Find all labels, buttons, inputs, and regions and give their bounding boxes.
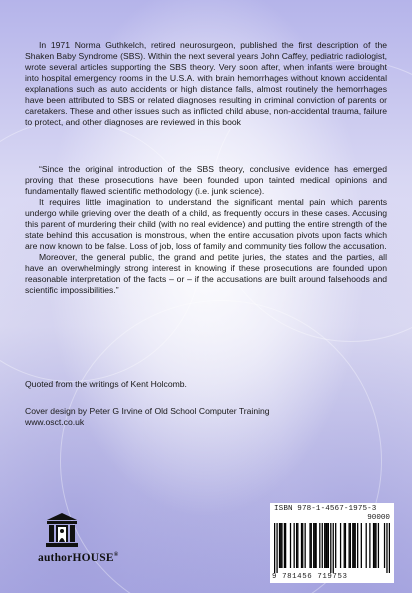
barcode-bar xyxy=(353,523,354,568)
isbn-number: ISBN 978-1-4567-1975-3 xyxy=(274,505,377,513)
barcode-bar xyxy=(335,523,336,568)
barcode-bar xyxy=(386,523,387,573)
barcode-bar xyxy=(313,523,314,568)
barcode-bar xyxy=(285,523,286,568)
price-code: 90000 xyxy=(367,514,390,522)
barcode-digits: 9 781456 719753 xyxy=(272,573,348,581)
barcode-bar xyxy=(322,523,323,568)
quote-paragraph-3: Moreover, the general public, the grand and petite juries, the states and the parties, all have an overwhelmingly strong interest in knowing if these prosecutions are founded upon reasonable interpretation of the facts – or – if the accusations are built around falsehoods and scientific impossibilities.” xyxy=(25,252,387,295)
publisher-name-upper: HOUSE xyxy=(72,552,114,564)
barcode-bar xyxy=(309,523,310,568)
description-paragraph xyxy=(25,40,387,128)
barcode-bar xyxy=(290,523,291,568)
barcode-bar xyxy=(302,523,303,568)
publisher-logo xyxy=(38,512,118,572)
barcode-bar xyxy=(314,523,315,568)
quote-credit: Quoted from the writings of Kent Holcomb. xyxy=(25,379,187,389)
barcode-bar xyxy=(280,523,281,568)
barcode-bar xyxy=(319,523,320,568)
barcode-bar xyxy=(375,523,376,568)
barcode-bar xyxy=(389,523,390,573)
barcode-bar xyxy=(357,523,358,568)
description-text: In 1971 Norma Guthkelch, retired neurosurgeon, published the first description of the Shaken Baby Syndrome (SBS). Within the next several years John Caffey, pediatric radiologist, wrote several articles supporting the SBS theory. Very soon after, when infants were brought into hospital emergency rooms in the U.S.A. with brain hemorrhages without known accidental explanations such as auto accidents or high distance falls, almost routinely the hemorrhages have been attributed to SBS or related diagnoses resulting in criminal conviction of parents or caretakers. These and other issues such as inflicted child abuse, non-accidental trauma, failure to protect, and other diagnoses are reviewed in this book xyxy=(25,40,387,127)
barcode-bar xyxy=(274,523,275,573)
barcode-bar xyxy=(316,523,317,568)
publisher-building-icon xyxy=(46,512,78,548)
barcode-bar xyxy=(373,523,374,568)
quote-block xyxy=(25,164,387,296)
barcode-bar xyxy=(340,523,341,568)
barcode-bar xyxy=(352,523,353,568)
barcode-bar xyxy=(311,523,312,568)
barcode-bar xyxy=(350,523,351,568)
barcode-bar xyxy=(374,523,375,568)
barcode-bar xyxy=(348,523,349,568)
website-link[interactable]: www.osct.co.uk xyxy=(25,417,85,427)
barcode-bar xyxy=(344,523,345,568)
isbn-barcode xyxy=(270,503,394,583)
barcode-bar xyxy=(297,523,298,568)
barcode-bar xyxy=(279,523,280,568)
barcode-bar xyxy=(324,523,325,568)
barcode-bar xyxy=(296,523,297,568)
barcode-bar xyxy=(378,523,379,568)
barcode-bar xyxy=(301,523,302,568)
barcode-bar xyxy=(330,523,331,573)
barcode-bar xyxy=(276,523,277,573)
barcode-bar xyxy=(305,523,306,568)
barcode-bar xyxy=(328,523,329,568)
barcode-bar xyxy=(355,523,356,568)
barcode-bar xyxy=(325,523,326,568)
quote-paragraph-1: “Since the original introduction of the SBS theory, conclusive evidence has emerged proving that these prosecutions have been founded upon tainted medical opinions and fundamentally flawed scientific methodology (i.e. junk science). xyxy=(25,164,387,196)
barcode-bar xyxy=(281,523,282,568)
barcode-bar xyxy=(369,523,370,568)
barcode-bar xyxy=(384,523,385,568)
barcode-bar xyxy=(345,523,346,568)
barcode-bar xyxy=(366,523,367,568)
barcode-bar xyxy=(327,523,328,568)
barcode-bars xyxy=(274,523,390,573)
quote-paragraph-2: It requires little imagination to understand the significant mental pain which parents undergo while grieving over the death of a child, as frequently occurs in these cases. Accusing this parent of murdering their child (with no real evidence) and putting the entire strength of the state behind this accusation is monstrous, when the entire accusation pivots upon facts which are now known to be false. Loss of job, loss of family and community ties follow the accusation. xyxy=(25,197,387,251)
barcode-bar xyxy=(294,523,295,568)
publisher-name-lower: author xyxy=(38,552,73,564)
design-credit: Cover design by Peter G Irvine of Old School Computer Training xyxy=(25,406,270,416)
barcode-bar xyxy=(361,523,362,568)
barcode-bar xyxy=(284,523,285,568)
barcode-bar xyxy=(333,523,334,573)
trademark-symbol: ® xyxy=(113,552,119,559)
publisher-wordmark xyxy=(38,552,118,564)
